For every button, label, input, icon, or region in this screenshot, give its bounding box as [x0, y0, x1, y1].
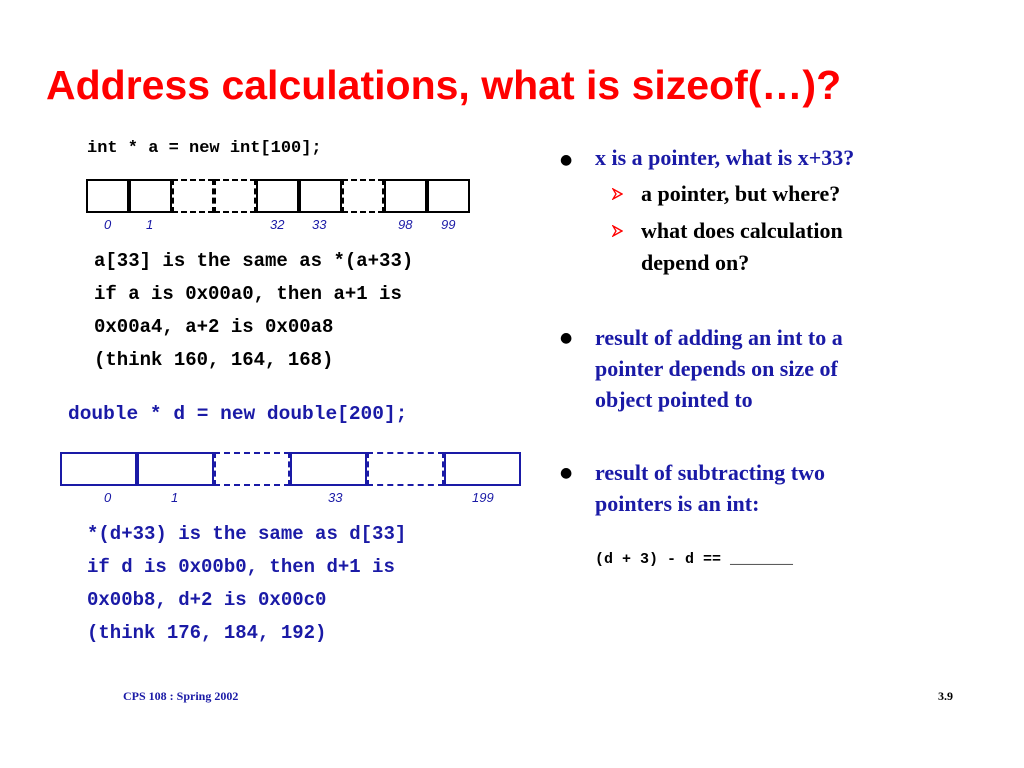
sub-bullet-text: what does calculation — [641, 218, 843, 243]
int-array-cell — [256, 179, 299, 213]
bullet-dot-icon: ● — [560, 465, 573, 481]
int-index-label: 98 — [398, 217, 413, 232]
int-array-cell — [427, 179, 470, 213]
double-array-cell — [137, 452, 214, 486]
expression-prefix: (d + 3) - d == — [595, 551, 731, 568]
double-index-label: 199 — [472, 490, 494, 505]
double-index-label: 33 — [328, 490, 343, 505]
bullet-dot-icon: ● — [560, 330, 573, 346]
double-note-line: *(d+33) is the same as d[33] — [87, 523, 407, 545]
bullet-dot-icon: ● — [560, 152, 573, 168]
double-array-cell-elided — [367, 452, 444, 486]
double-array-diagram — [60, 452, 521, 486]
slide-title: Address calculations, what is sizeof(…)? — [46, 62, 842, 108]
double-index-label: 1 — [171, 490, 179, 505]
double-notes — [87, 518, 406, 650]
bullet-line: result of adding an int to a — [595, 325, 843, 350]
int-array-cell-elided — [214, 179, 256, 213]
double-note-line: 0x00b8, d+2 is 0x00c0 — [87, 589, 327, 611]
int-note-line: (think 160, 164, 168) — [94, 349, 334, 371]
double-array-cell — [444, 452, 521, 486]
int-index-label: 33 — [312, 217, 327, 232]
bullet-text: x is a pointer, what is x+33? — [595, 145, 855, 170]
bullet-text-block — [595, 457, 825, 519]
bullet-text-block — [595, 322, 843, 415]
double-note-line: (think 176, 184, 192) — [87, 622, 327, 644]
int-array-cell-elided — [172, 179, 214, 213]
int-notes — [94, 245, 413, 377]
double-note-line: if d is 0x00b0, then d+1 is — [87, 556, 395, 578]
double-array-cell — [60, 452, 137, 486]
footer-course: CPS 108 : Spring 2002 — [123, 689, 239, 703]
int-declaration: int * a = new int[100]; — [87, 139, 322, 158]
int-array-diagram — [86, 179, 470, 213]
int-note-line: a[33] is the same as *(a+33) — [94, 250, 414, 272]
bullet-line: pointers is an int: — [595, 491, 760, 516]
int-index-label: 32 — [270, 217, 285, 232]
sub-bullet-text: depend on? — [641, 250, 750, 275]
int-array-cell — [299, 179, 342, 213]
int-index-label: 99 — [441, 217, 456, 232]
int-index-label: 0 — [104, 217, 112, 232]
sub-bullet-text: a pointer, but where? — [641, 181, 841, 206]
arrow-bullet-icon — [612, 224, 623, 236]
expression-blank: _______ — [730, 551, 794, 568]
bullet-line: result of subtracting two — [595, 460, 825, 485]
int-array-cell — [86, 179, 129, 213]
slide-number: 3.9 — [938, 689, 953, 703]
bullet-line: pointer depends on size of — [595, 356, 838, 381]
int-array-cell-elided — [342, 179, 384, 213]
double-index-label: 0 — [104, 490, 112, 505]
bullet-line: object pointed to — [595, 387, 753, 412]
double-array-cell — [290, 452, 367, 486]
int-note-line: if a is 0x00a0, then a+1 is — [94, 283, 402, 305]
int-array-cell — [384, 179, 427, 213]
arrow-bullet-icon — [612, 187, 623, 199]
subtraction-expression — [595, 551, 793, 568]
int-index-label: 1 — [146, 217, 154, 232]
double-array-cell-elided — [214, 452, 290, 486]
int-note-line: 0x00a4, a+2 is 0x00a8 — [94, 316, 334, 338]
double-declaration: double * d = new double[200]; — [68, 403, 408, 425]
int-array-cell — [129, 179, 172, 213]
